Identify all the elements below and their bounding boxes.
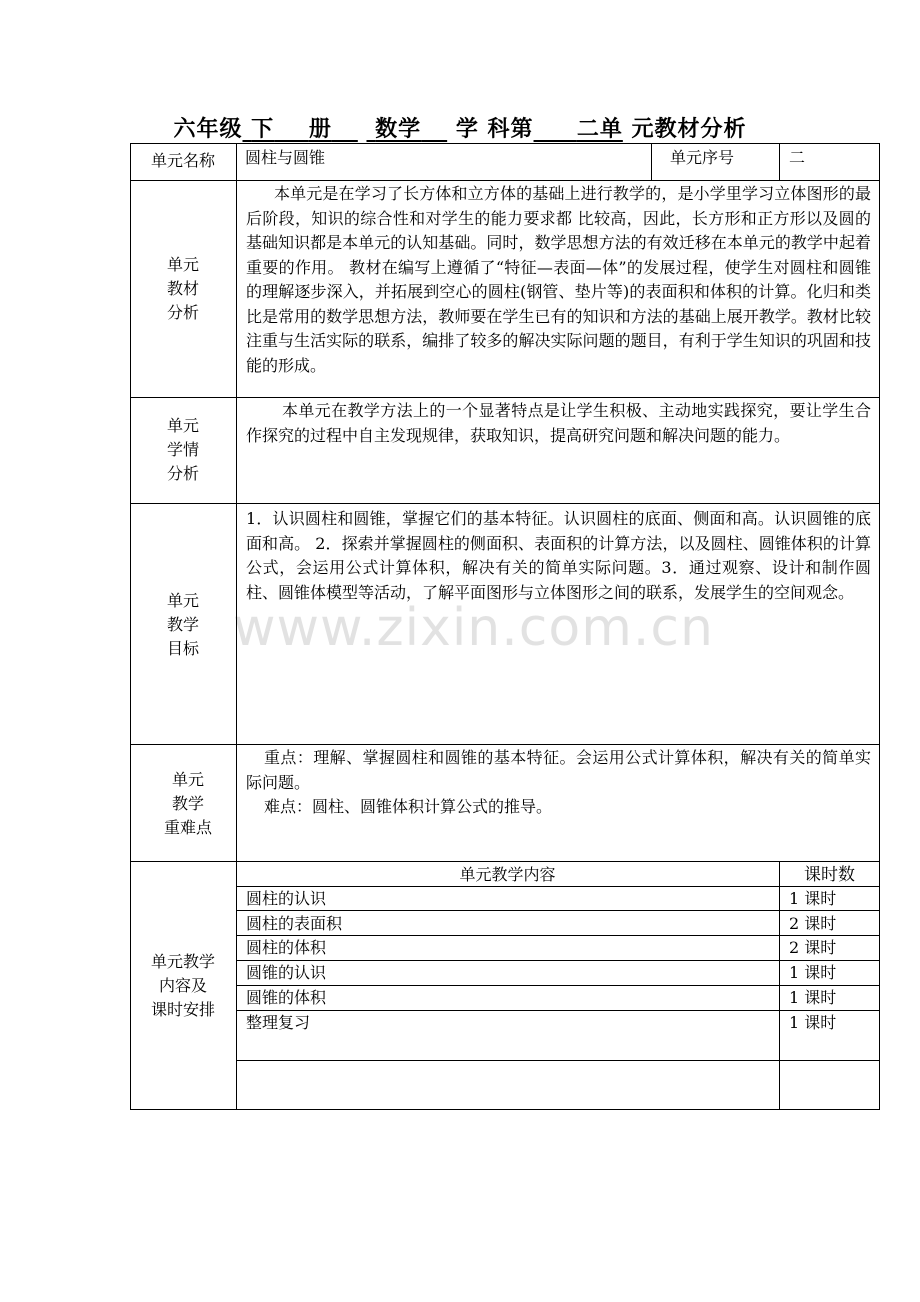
key-points-label: 单元 教学 重难点 xyxy=(163,770,212,837)
col-divider xyxy=(779,143,780,180)
row-divider xyxy=(236,1010,880,1011)
schedule-row-hours: 2 课时 xyxy=(789,914,837,933)
row-divider xyxy=(236,1060,880,1061)
unit-no-label: 单元序号 xyxy=(669,148,734,167)
page-title xyxy=(0,112,920,143)
unit-name-value: 圆柱与圆锥 xyxy=(245,148,326,167)
student-analysis-text: 本单元在教学方法上的一个显著特点是让学生积极、主动地实践探究，要让学生合作探究的过程中自主发现规律，获取知识，提高研究问题和解决问题的能力。 xyxy=(246,401,871,445)
material-analysis-label: 单元 教材 分析 xyxy=(166,255,199,322)
title-kedi: 科第 xyxy=(487,117,534,142)
schedule-row-hours: 1 课时 xyxy=(789,889,837,908)
key-point-text: 重点：理解、掌握圆柱和圆锥的基本特征。会运用公式计算体积，解决有关的简单实际问题。 xyxy=(246,748,871,792)
schedule-row-hours: 1 课时 xyxy=(789,988,837,1007)
student-analysis-label: 单元 学情 分析 xyxy=(166,416,199,483)
row-divider xyxy=(236,910,880,911)
title-suffix: 元教材分析 xyxy=(631,117,747,142)
title-term: 下 册 xyxy=(251,117,332,142)
teaching-goals-text: 1．认识圆柱和圆锥，掌握它们的基本特征。认识圆柱的底面、侧面和高。认识圆锥的底面和高。 2．探索并掌握圆柱的侧面积、表面积的计算方法，以及圆柱、圆锥体积的计算公式，会运用公式计算体积，解决有关的简单实际问题。3．通过观察、设计和制作圆柱、圆锥体模型等活动，了解平面图形与立体图形之间的联系，发展学生的空间观念。 xyxy=(246,509,871,602)
schedule-row-content: 整理复习 xyxy=(246,1013,311,1032)
row-divider xyxy=(236,985,880,986)
schedule-content-header: 单元教学内容 xyxy=(459,865,556,884)
row-divider xyxy=(130,180,880,181)
teaching-goals-label: 单元 教学 目标 xyxy=(166,591,199,658)
schedule-row-hours: 1 课时 xyxy=(789,963,837,982)
row-divider xyxy=(130,503,880,504)
unit-no-value: 二 xyxy=(789,148,806,167)
schedule-row-content: 圆锥的体积 xyxy=(246,988,327,1007)
difficult-point-text: 难点：圆柱、圆锥体积计算公式的推导。 xyxy=(264,797,553,816)
unit-name-label: 单元名称 xyxy=(150,151,215,170)
title-subject: 数学 xyxy=(375,117,422,142)
material-analysis-text: 本单元是在学习了长方体和立方体的基础上进行教学的，是小学里学习立体图形的最后阶段，知识的综合性和对学生的能力要求都 比较高，因此，长方形和正方形以及圆的基础知识都是本单元的认知基础。同时，数学思想方法的有效迁移在本单元的教学中起着重要的作用。 教材在编写上遵循了“特征—表面—体”的发展过程，使学生对圆柱和圆锥的理解逐步深入，并拓展到空心的圆柱(钢管、垫片等)的表面积和体积的计算。化归和类比是常用的数学思想方法，教师要在学生已有的知识和方法的基础上展开教学。教材比较注重与生活实际的联系，编排了较多的解决实际问题的题目，有利于学生知识的巩固和技能的形成。 xyxy=(246,184,871,375)
schedule-row-content: 圆柱的认识 xyxy=(246,889,327,908)
title-unit: 二单 xyxy=(576,117,623,142)
title-xue: 学 xyxy=(455,117,479,142)
col-divider xyxy=(236,143,237,1110)
row-divider xyxy=(236,960,880,961)
row-divider xyxy=(130,744,880,745)
row-divider xyxy=(130,397,880,398)
schedule-row-content: 圆锥的认识 xyxy=(246,963,327,982)
schedule-row-hours: 2 课时 xyxy=(789,938,837,957)
row-divider xyxy=(130,861,880,862)
schedule-label: 单元教学 内容及 课时安排 xyxy=(150,952,215,1019)
schedule-row-hours: 1 课时 xyxy=(789,1013,837,1032)
title-grade: 六年级 xyxy=(173,117,243,142)
watermark: www.zixin.com.cn xyxy=(233,598,714,658)
schedule-hours-header: 课时数 xyxy=(804,865,855,885)
schedule-row-content: 圆柱的表面积 xyxy=(246,914,343,933)
schedule-row-content: 圆柱的体积 xyxy=(246,938,327,957)
